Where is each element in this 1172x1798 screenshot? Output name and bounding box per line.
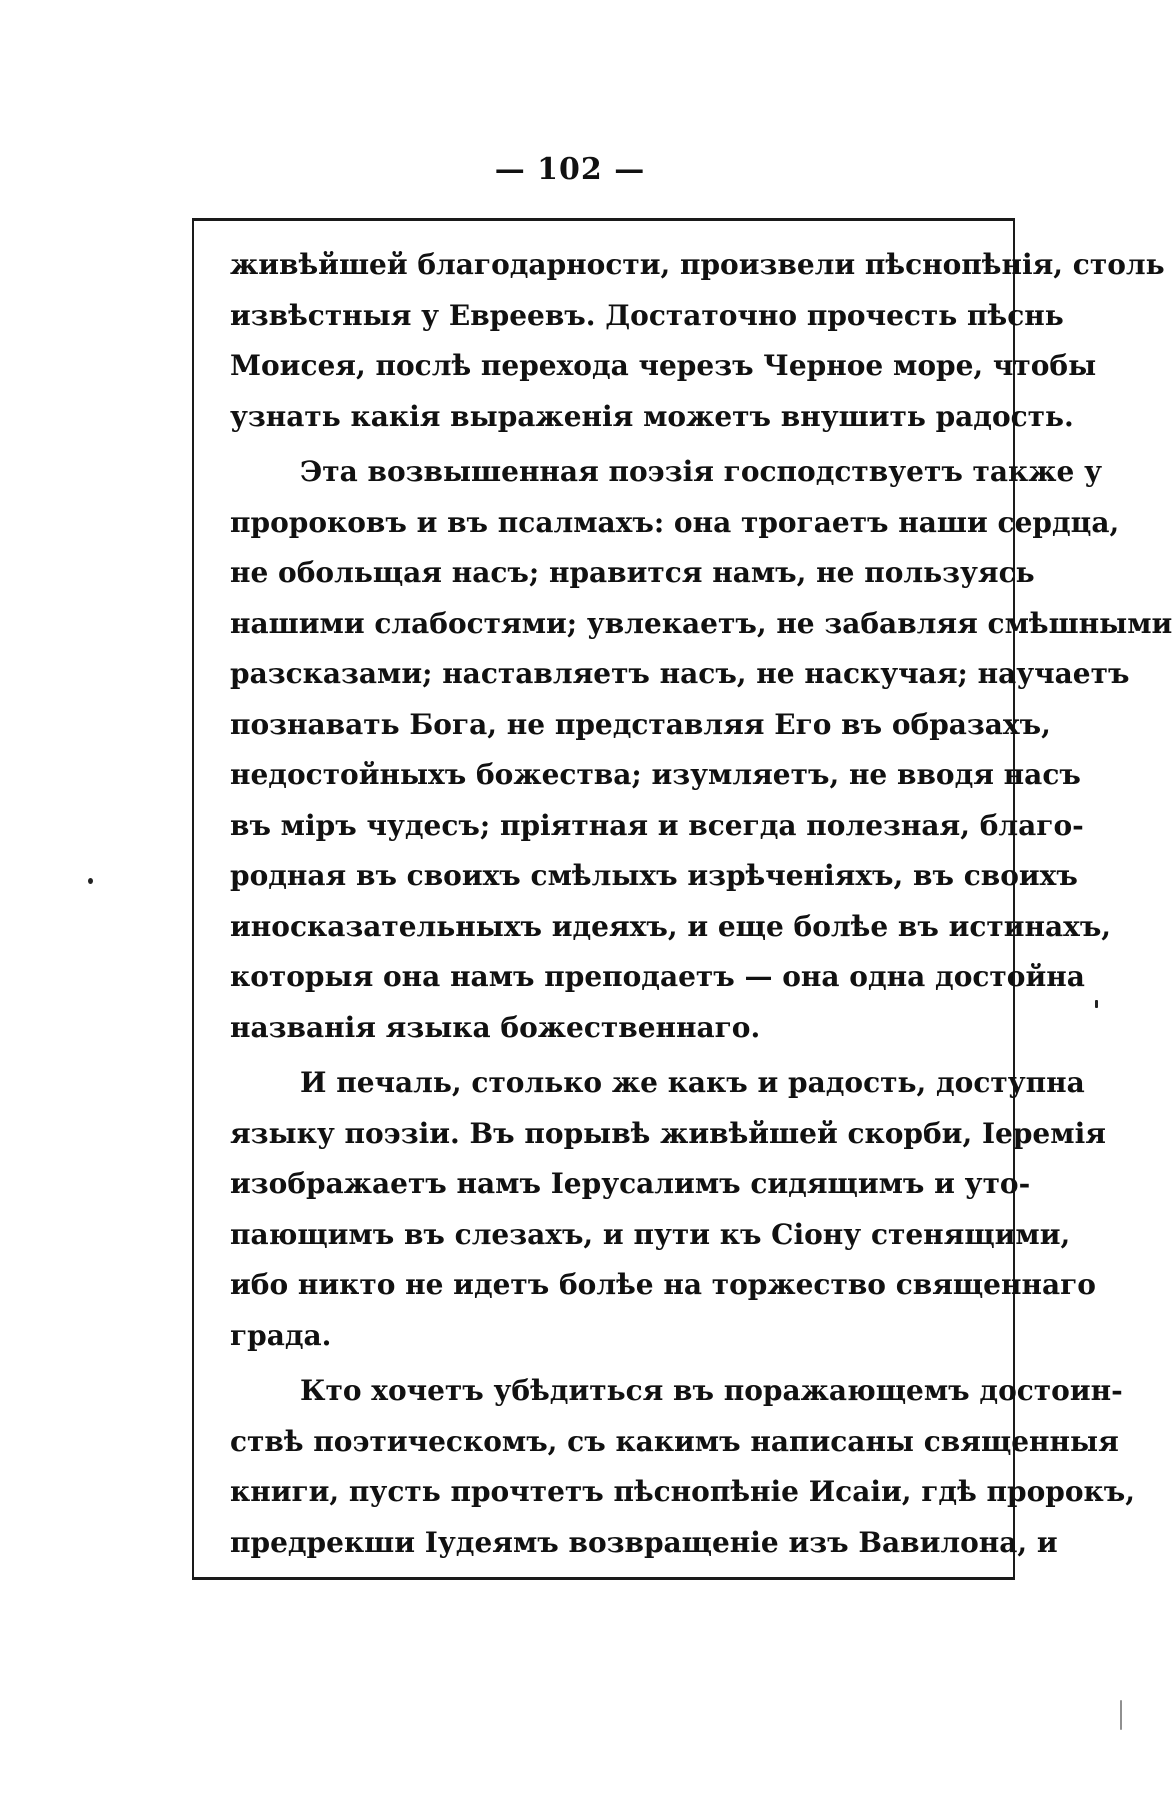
text-line: познавать Бога, не представляя Его въ образахъ,: [230, 707, 1051, 741]
text-line: разсказами; наставляетъ насъ, не наскучая; научаетъ: [230, 657, 1130, 690]
text-line: ствѣ поэтическомъ, съ какимъ написаны священныя: [230, 1424, 1119, 1458]
text-line: родная въ своихъ смѣлыхъ изрѣченіяхъ, въ своихъ: [230, 859, 1078, 892]
scan-speck: [1120, 1700, 1122, 1730]
text-line: книги, пусть прочтетъ пѣснопѣніе Исаіи, гдѣ пророкъ,: [230, 1475, 1135, 1508]
text-line: живѣйшей благодарности, произвели пѣснопѣнія, столь: [230, 248, 1165, 281]
paragraph: [230, 1058, 1106, 1361]
text-line: Кто хочетъ убѣдиться въ поражающемъ достоин-: [300, 1374, 1123, 1407]
text-line: недостойныхъ божества; изумляетъ, не вводя насъ: [230, 758, 1081, 791]
text-line: извѣстныя у Евреевъ. Достаточно прочесть пѣснь: [230, 298, 1064, 332]
text-line: пающимъ въ слезахъ, и пути къ Сіону стенящими,: [230, 1217, 1071, 1251]
text-line: И печаль, столько же какъ и радость, доступна: [300, 1066, 1085, 1099]
text-line: въ міръ чудесъ; пріятная и всегда полезная, благо-: [230, 808, 1084, 842]
body-text: [230, 240, 1172, 1568]
paragraph: [230, 447, 1172, 1053]
text-line: названія языка божественнаго.: [230, 1010, 761, 1044]
text-line: ибо никто не идетъ болѣе на торжество священнаго: [230, 1268, 1096, 1301]
text-line: не обольщая насъ; нравится намъ, не пользуясь: [230, 556, 1035, 589]
text-line: иносказательныхъ идеяхъ, и еще болѣе въ истинахъ,: [230, 909, 1112, 943]
text-line: града.: [230, 1318, 332, 1352]
text-line: узнать какія выраженія можетъ внушить радость.: [230, 399, 1074, 433]
text-line: пророковъ и въ псалмахъ: она трогаетъ наши сердца,: [230, 505, 1120, 539]
text-line: предрекши Іудеямъ возвращеніе изъ Вавилона, и: [230, 1525, 1058, 1559]
scan-speck: [1095, 1000, 1098, 1008]
paragraph: [230, 1366, 1135, 1568]
text-line: Моисея, послѣ перехода черезъ Черное море, чтобы: [230, 349, 1097, 382]
text-line: языку поэзіи. Въ порывѣ живѣйшей скорби, Іеремія: [230, 1116, 1106, 1150]
text-line: нашими слабостями; увлекаетъ, не забавляя смѣшными: [230, 606, 1172, 640]
paragraph: [230, 240, 1165, 442]
text-line: которыя она намъ преподаетъ — она одна достойна: [230, 960, 1085, 993]
scan-speck: [88, 878, 93, 884]
page-number: — 102 —: [494, 152, 646, 187]
text-line: изображаетъ намъ Іерусалимъ сидящимъ и уто-: [230, 1167, 1031, 1200]
text-line: Эта возвышенная поэзія господствуетъ также у: [300, 455, 1103, 488]
